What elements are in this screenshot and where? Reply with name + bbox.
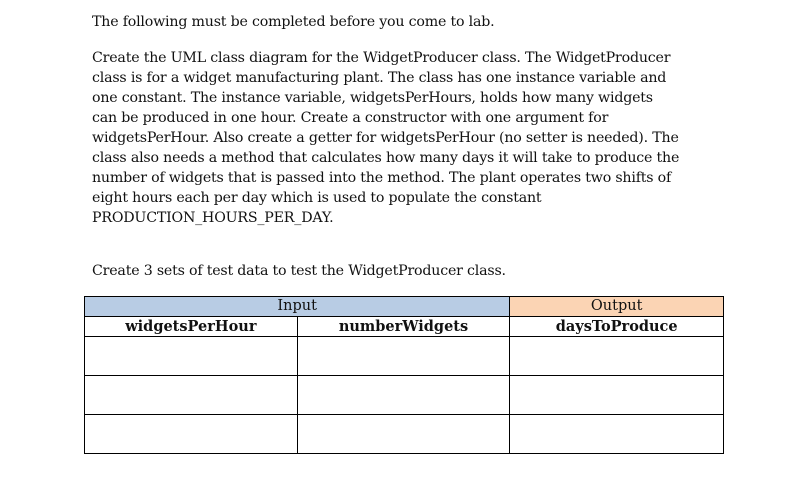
output-header: Output: [510, 297, 724, 317]
table-row: [85, 337, 724, 376]
column-header: widgetsPerHour: [85, 317, 298, 337]
table-cell[interactable]: [510, 337, 724, 376]
test-instruction: Create 3 sets of test data to test the WidgetProducer class.: [92, 263, 506, 279]
table-cell[interactable]: [85, 376, 298, 415]
table-cell[interactable]: [297, 337, 510, 376]
table-cell[interactable]: [297, 415, 510, 454]
intro-text: The following must be completed before you come to lab.: [92, 14, 495, 30]
table-cell[interactable]: [510, 415, 724, 454]
column-header: numberWidgets: [297, 317, 510, 337]
table-cell[interactable]: [510, 376, 724, 415]
table-row: [85, 415, 724, 454]
column-header: daysToProduce: [510, 317, 724, 337]
table-cell[interactable]: [85, 337, 298, 376]
table-cell[interactable]: [85, 415, 298, 454]
table-cell[interactable]: [297, 376, 510, 415]
paragraph-line: one constant. The instance variable, widgetsPerHours, holds how many widgets: [92, 90, 653, 106]
paragraph-line: widgetsPerHour. Also create a getter for widgetsPerHour (no setter is needed). The: [92, 130, 679, 146]
paragraph-line: number of widgets that is passed into the method. The plant operates two shifts of: [92, 170, 672, 186]
assignment-paragraph: [92, 48, 732, 228]
paragraph-line: class also needs a method that calculates how many days it will take to produce the: [92, 150, 680, 166]
table-row: [85, 376, 724, 415]
paragraph-line: PRODUCTION_HOURS_PER_DAY.: [92, 210, 334, 226]
paragraph-line: can be produced in one hour. Create a constructor with one argument for: [92, 110, 609, 126]
input-header: Input: [85, 297, 510, 317]
paragraph-line: class is for a widget manufacturing plant. The class has one instance variable and: [92, 70, 667, 86]
test-data-table: [84, 296, 724, 454]
paragraph-line: Create the UML class diagram for the WidgetProducer class. The WidgetProducer: [92, 50, 671, 66]
paragraph-line: eight hours each per day which is used to populate the constant: [92, 190, 542, 206]
